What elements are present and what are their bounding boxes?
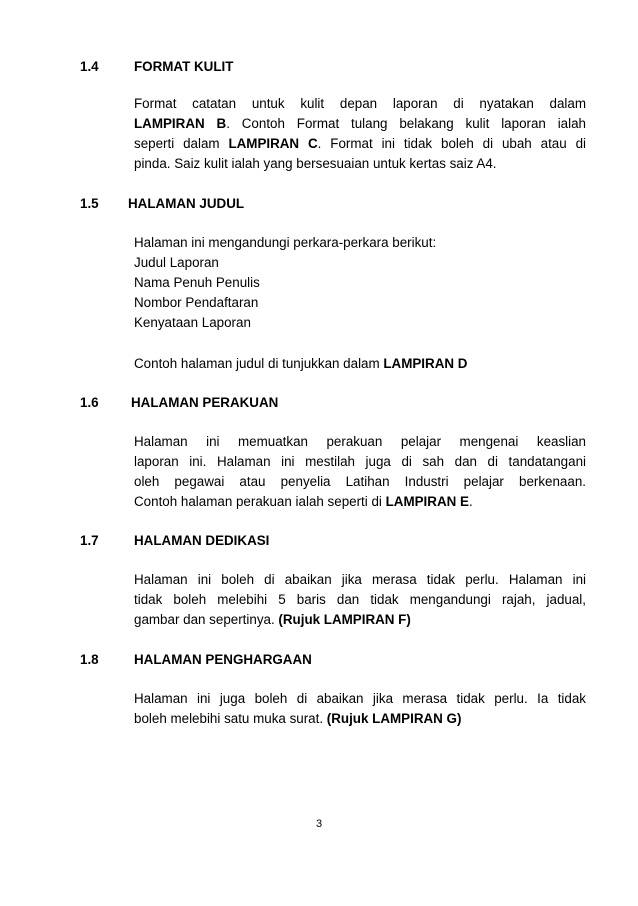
section-number: 1.5 [80,196,99,211]
paragraph-line: Contoh halaman perakuan ialah seperti di LAMPIRAN E. [134,494,473,509]
section-number: 1.4 [80,59,99,74]
list-item: Judul Laporan [134,255,219,270]
paragraph-line: Format catatan untuk kulit depan laporan di nyatakan dalam [134,96,586,111]
list-item: Nama Penuh Penulis [134,275,260,290]
section-heading: HALAMAN DEDIKASI [134,533,270,548]
list-item: Halaman ini mengandungi perkara-perkara berikut: [134,235,437,250]
section-number: 1.8 [80,652,99,667]
section-note: Contoh halaman judul di tunjukkan dalam LAMPIRAN D [134,356,468,371]
section-number: 1.6 [80,395,99,410]
paragraph-line: seperti dalam LAMPIRAN C. Format ini tidak boleh di ubah atau di [134,136,587,151]
paragraph-line: Halaman ini boleh di abaikan jika merasa tidak perlu. Halaman ini [134,572,586,587]
section-heading: HALAMAN PENGHARGAAN [134,652,312,667]
list-item: Kenyataan Laporan [134,315,251,330]
section-paragraph [134,570,586,630]
paragraph-line: gambar dan sepertinya. (Rujuk LAMPIRAN F) [134,612,411,627]
paragraph-line: laporan ini. Halaman ini mestilah juga di sah dan di tandatangani [134,454,586,469]
paragraph-line: Halaman ini juga boleh di abaikan jika merasa tidak perlu. Ia tidak [134,691,586,706]
section-heading: HALAMAN JUDUL [128,196,245,211]
paragraph-line: LAMPIRAN B. Contoh Format tulang belakang kulit laporan ialah [134,116,586,131]
paragraph-line: Halaman ini memuatkan perakuan pelajar mengenai keaslian [134,434,586,449]
section-list [134,233,586,333]
section-paragraph [134,689,586,729]
list-item: Nombor Pendaftaran [134,295,259,310]
paragraph-line: oleh pegawai atau penyelia Latihan Industri pelajar berkenaan. [134,474,586,489]
paragraph-line: tidak boleh melebihi 5 baris dan tidak mengandungi rajah, jadual, [134,592,586,607]
section-paragraph [134,432,586,512]
paragraph-line: boleh melebihi satu muka surat. (Rujuk LAMPIRAN G) [134,711,462,726]
section-paragraph [134,94,586,174]
section-heading: FORMAT KULIT [134,59,234,74]
section-heading: HALAMAN PERAKUAN [131,395,279,410]
page-number: 3 [315,818,323,830]
section-number: 1.7 [80,533,99,548]
paragraph-line: pinda. Saiz kulit ialah yang bersesuaian untuk kertas saiz A4. [134,156,497,171]
